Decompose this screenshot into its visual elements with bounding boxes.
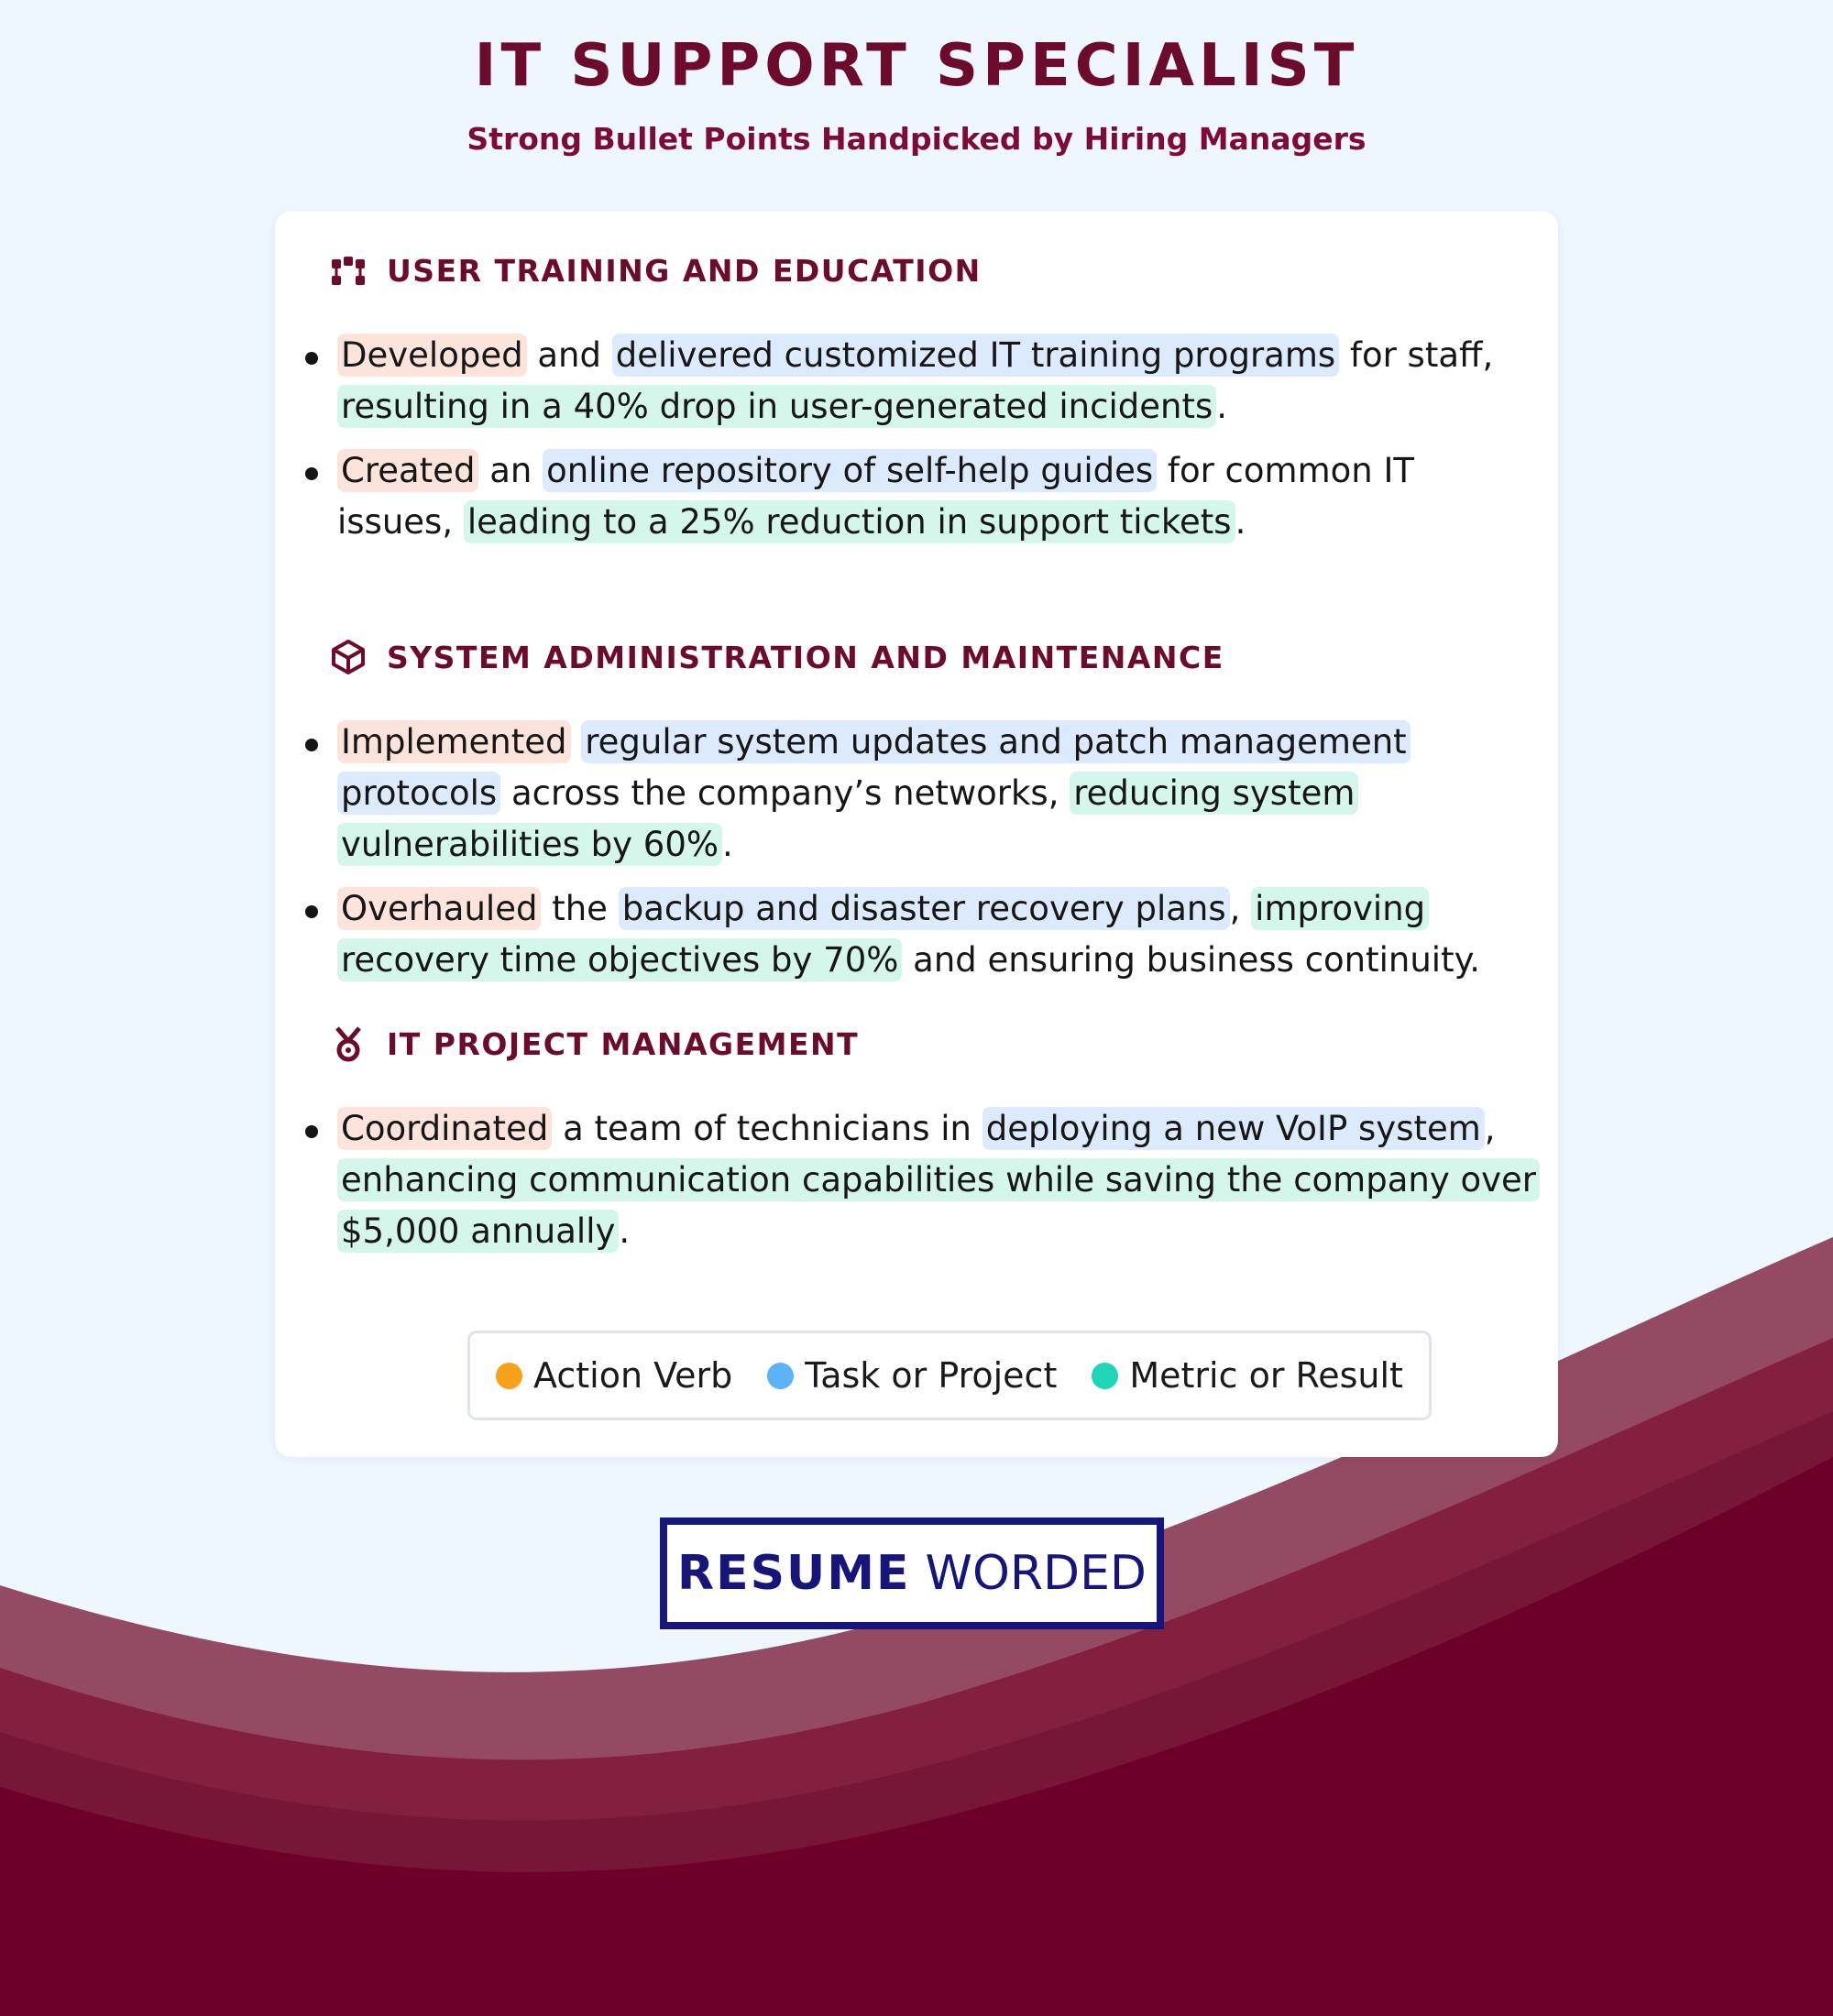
logo-bold-text: RESUME [677,1546,911,1601]
section-header [330,247,1540,293]
action-verb-highlight: Developed [337,334,527,377]
section-title: USER TRAINING AND EDUCATION [387,252,982,289]
action-verb-highlight: Implemented [337,720,571,763]
bullet-item [331,445,1540,548]
metric-highlight: resulting in a 40% drop in user-generated incidents [337,385,1216,428]
section-system-administration [330,634,1540,999]
section-title: SYSTEM ADMINISTRATION AND MAINTENANCE [387,639,1224,675]
task-highlight: deploying a new VoIP system [982,1107,1485,1150]
bullet-text: a team of technicians in [552,1109,982,1148]
metric-highlight: enhancing communication capabilities while saving the company over $5,000 annually [337,1158,1540,1253]
bullet-text [571,722,582,761]
task-highlight: regular system updates and patch management protocols [337,720,1410,815]
section-header [330,1021,1540,1067]
bullet-text: , [1484,1109,1496,1148]
section-it-project-management [330,1021,1540,1270]
section-title: IT PROJECT MANAGEMENT [387,1025,860,1062]
task-highlight: online repository of self-help guides [543,449,1157,492]
bullet-text: , [1229,889,1252,928]
legend-label: Metric or Result [1129,1355,1403,1396]
legend-dot-task-or-project [767,1363,794,1389]
bullet-item [331,717,1540,871]
section-header [330,634,1540,680]
bullet-text: . [1216,387,1227,426]
metric-highlight: reducing system vulnerabilities by 60% [337,772,1358,866]
legend-item-task-or-project [767,1355,1057,1396]
page-header [0,27,1833,159]
legend-dot-metric-or-result [1092,1363,1118,1389]
bullet-text: . [722,825,733,864]
page-title: IT SUPPORT SPECIALIST [474,32,1359,100]
task-highlight: backup and disaster recovery plans [619,887,1230,930]
bullet-list [330,1103,1540,1257]
medal-icon [330,1025,367,1062]
legend-item-metric-or-result [1092,1355,1403,1396]
network-nodes-icon [330,252,367,289]
bullet-list [330,717,1540,986]
section-user-training [330,247,1540,561]
bullet-text: for staff, [1339,335,1494,375]
bullet-text: and ensuring business continuity. [902,940,1480,980]
legend-dot-action-verb [496,1363,522,1389]
bullet-points-card [275,211,1558,1457]
task-highlight: delivered customized IT training programs [612,334,1339,377]
bullet-list [330,330,1540,548]
highlight-legend [467,1331,1432,1420]
bullet-text: for common IT issues, [337,451,1414,542]
bullet-text: across the company’s networks, [500,773,1070,813]
bullet-text: . [619,1211,631,1251]
legend-item-action-verb [496,1355,732,1396]
bullet-text: and [526,335,612,375]
action-verb-highlight: Overhauled [337,887,541,930]
action-verb-highlight: Created [337,449,478,492]
bullet-text: the [541,889,619,928]
metric-highlight: leading to a 25% reduction in support tickets [464,500,1235,543]
bullet-text: . [1235,502,1246,542]
bullet-item [331,883,1540,986]
bullet-item [331,1103,1540,1257]
legend-label: Task or Project [805,1355,1058,1396]
metric-highlight: improving recovery time objectives by 70% [337,887,1429,981]
action-verb-highlight: Coordinated [337,1107,552,1150]
logo-regular-text: WORDED [925,1546,1147,1601]
bullet-text: an [478,451,543,490]
cube-icon [330,639,367,675]
legend-label: Action Verb [533,1355,733,1396]
resume-worded-logo[interactable] [660,1517,1164,1629]
page-subtitle: Strong Bullet Points Handpicked by Hiring Managers [466,121,1367,157]
bullet-item [331,330,1540,433]
